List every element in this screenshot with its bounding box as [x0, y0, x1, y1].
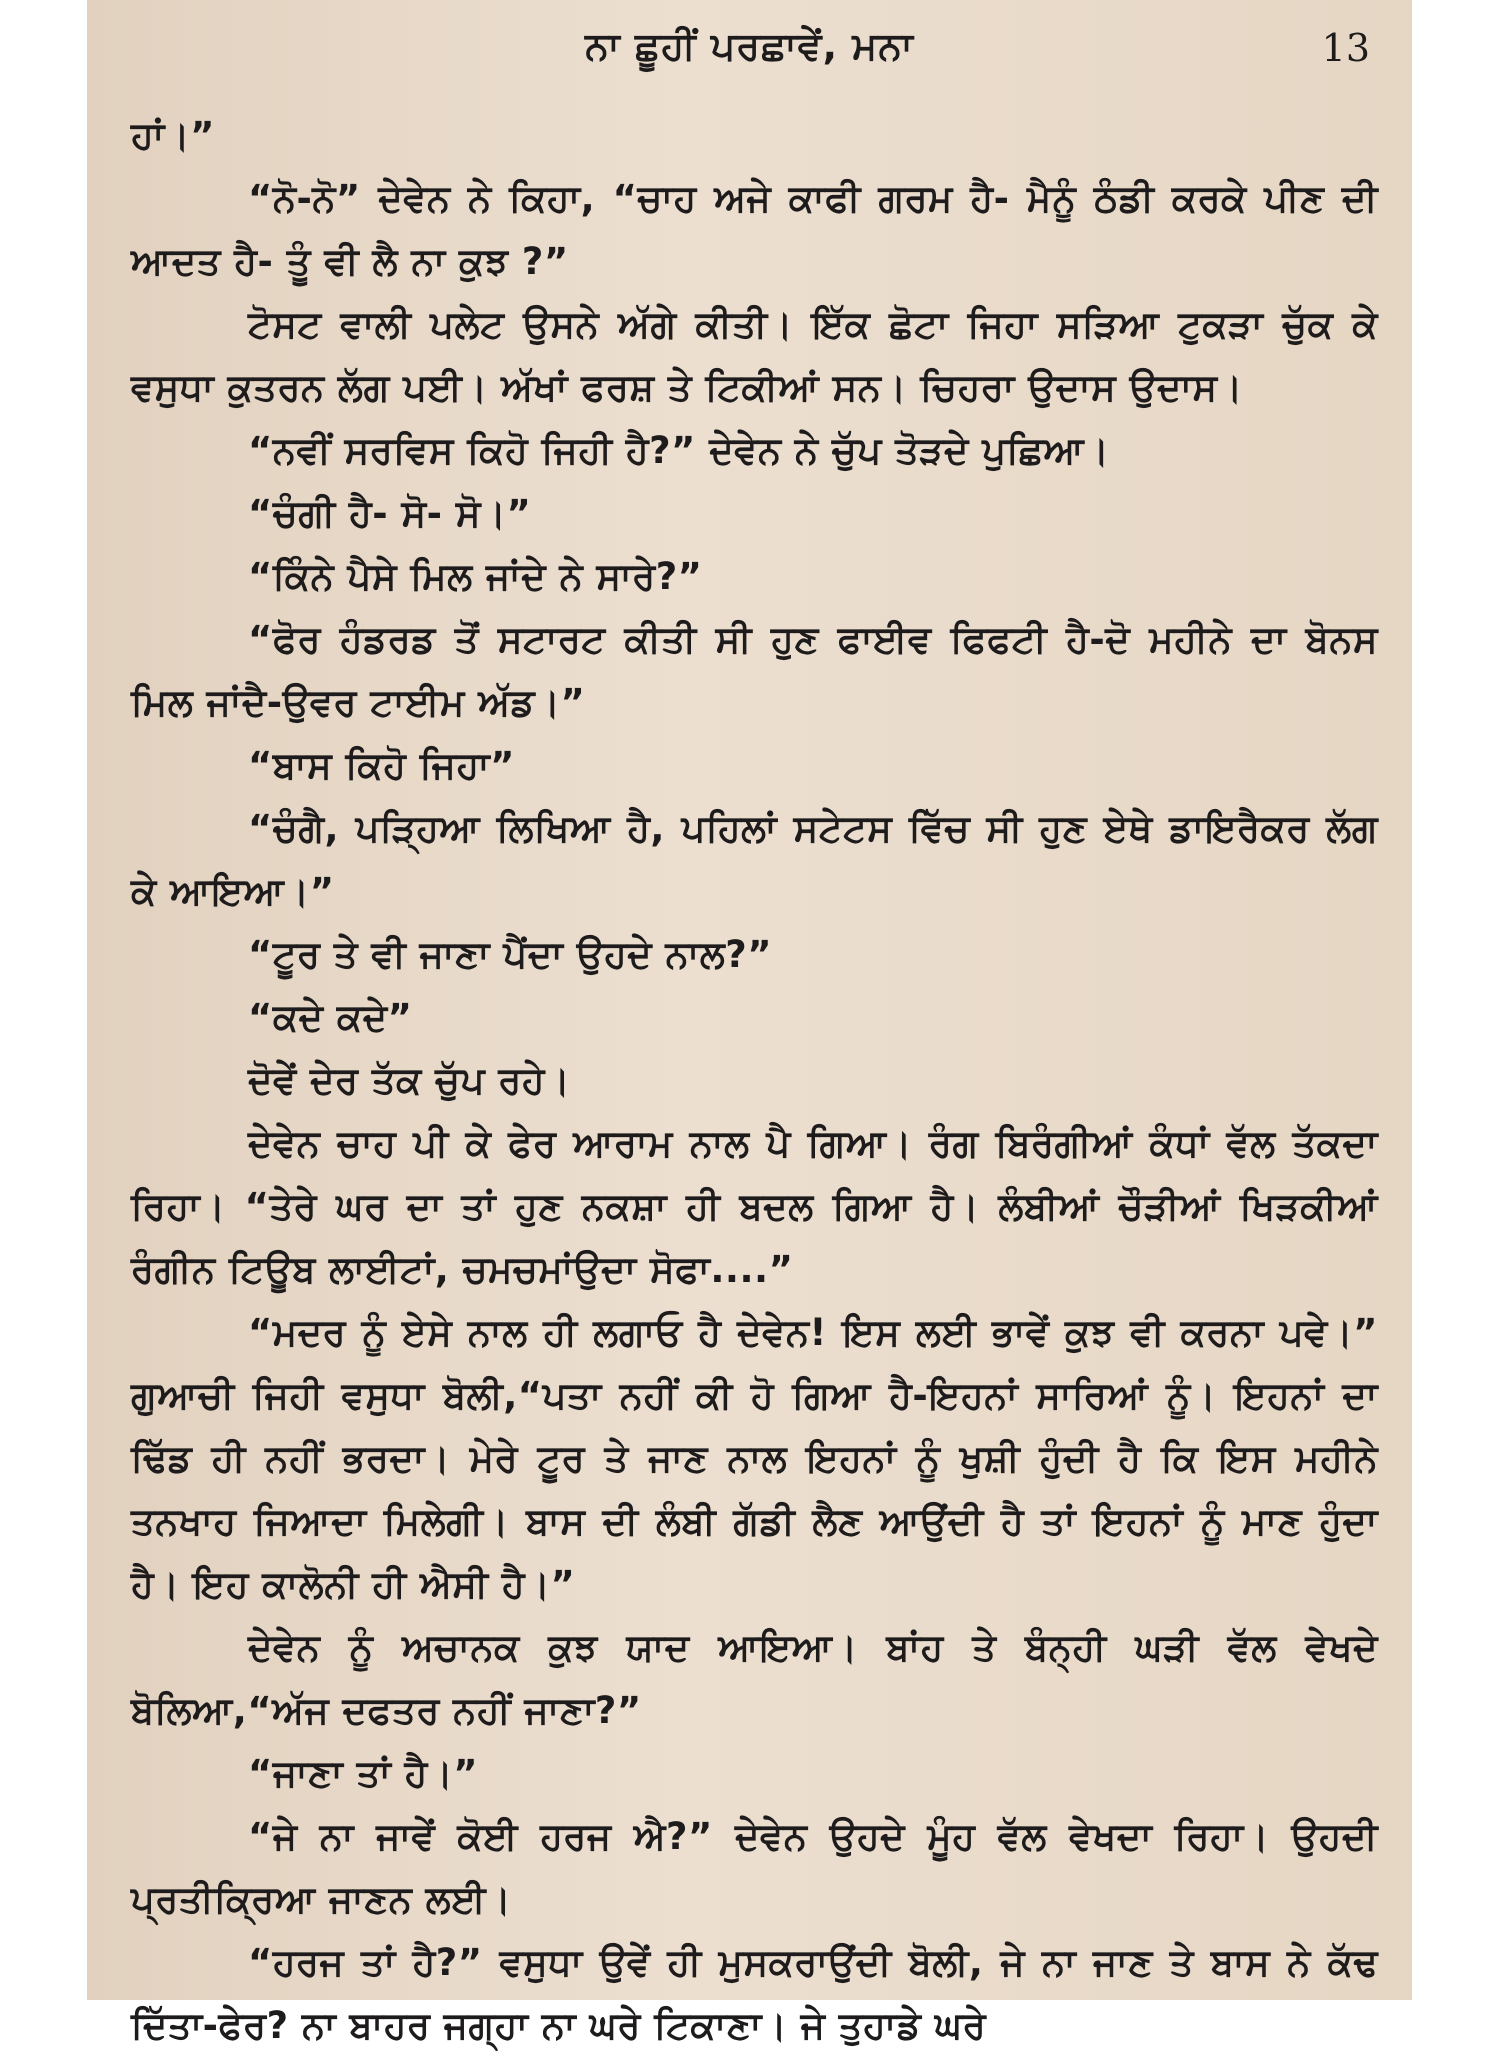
- book-page: [87, 0, 1412, 2047]
- paragraph: “ਚੰਗੈ, ਪੜ੍ਹਿਆ ਲਿਖਿਆ ਹੈ, ਪਹਿਲਾਂ ਸਟੇਟਸ ਵਿੱਚ ਸੀ ਹੁਣ ਏਥੇ ਡਾਇਰੈਕਰ ਲੱਗ ਕੇ ਆਇਆ।”: [131, 807, 1378, 913]
- paragraph: ਦੋਵੇਂ ਦੇਰ ਤੱਕ ਚੁੱਪ ਰਹੇ।: [248, 1059, 571, 1102]
- paragraph: ਟੋਸਟ ਵਾਲੀ ਪਲੇਟ ਉਸਨੇ ਅੱਗੇ ਕੀਤੀ। ਇੱਕ ਛੋਟਾ ਜਿਹਾ ਸੜਿਆ ਟੁਕੜਾ ਚੁੱਕ ਕੇ ਵਸੁਧਾ ਕੁਤਰਨ ਲੱਗ ਪਈ। ਅੱਖਾਂ ਫਰਸ਼ ਤੇ ਟਿਕੀਆਂ ਸਨ। ਚਿਹਰਾ ਉਦਾਸ ਉਦਾਸ।: [131, 303, 1378, 409]
- paragraph: “ਨਵੀਂ ਸਰਵਿਸ ਕਿਹੋ ਜਿਹੀ ਹੈ?” ਦੇਵੇਨ ਨੇ ਚੁੱਪ ਤੋੜਦੇ ਪੁਛਿਆ।: [248, 429, 1110, 472]
- paragraph: ਦੇਵੇਨ ਚਾਹ ਪੀ ਕੇ ਫੇਰ ਆਰਾਮ ਨਾਲ ਪੈ ਗਿਆ। ਰੰਗ ਬਿਰੰਗੀਆਂ ਕੰਧਾਂ ਵੱਲ ਤੱਕਦਾ ਰਿਹਾ। “ਤੇਰੇ ਘਰ ਦਾ ਤਾਂ ਹੁਣ ਨਕਸ਼ਾ ਹੀ ਬਦਲ ਗਿਆ ਹੈ। ਲੰਬੀਆਂ ਚੌੜੀਆਂ ਖਿੜਕੀਆਂ ਰੰਗੀਨ ਟਿਊਬ ਲਾਈਟਾਂ, ਚਮਚਮਾਂਉਦਾ ਸੋਫਾ....”: [131, 1122, 1378, 1291]
- paragraph: ਦੇਵੇਨ ਨੂੰ ਅਚਾਨਕ ਕੁਝ ਯਾਦ ਆਇਆ। ਬਾਂਹ ਤੇ ਬੰਨ੍ਹੀ ਘੜੀ ਵੱਲ ਵੇਖਦੇ ਬੋਲਿਆ,“ਅੱਜ ਦਫਤਰ ਨਹੀਂ ਜਾਣਾ?”: [131, 1626, 1378, 1732]
- body-text: [131, 104, 1378, 2057]
- paragraph: “ਹਰਜ ਤਾਂ ਹੈ?” ਵਸੁਧਾ ਉਵੇਂ ਹੀ ਮੁਸਕਰਾਉਂਦੀ ਬੋਲੀ, ਜੇ ਨਾ ਜਾਣ ਤੇ ਬਾਸ ਨੇ ਕੱਢ ਦਿੱਤਾ-ਫੇਰ? ਨਾ ਬਾਹਰ ਜਗ੍ਹਾ ਨਾ ਘਰੇ ਟਿਕਾਣਾ। ਜੇ ਤੁਹਾਡੇ ਘਰੇ: [131, 1941, 1378, 2047]
- running-title: ਨਾ ਛੂਹੀਂ ਪਰਛਾਵੇਂ, ਮਨਾ: [585, 24, 914, 68]
- paragraph: “ਟੂਰ ਤੇ ਵੀ ਜਾਣਾ ਪੈਂਦਾ ਉਹਦੇ ਨਾਲ?”: [248, 933, 773, 976]
- paragraph: ਹਾਂ।”: [131, 114, 215, 157]
- paragraph: “ਕਿੰਨੇ ਪੈਸੇ ਮਿਲ ਜਾਂਦੇ ਨੇ ਸਾਰੇ?”: [248, 555, 703, 598]
- paragraph: “ਮਦਰ ਨੂੰ ਏਸੇ ਨਾਲ ਹੀ ਲਗਾਓ ਹੈ ਦੇਵੇਨ! ਇਸ ਲਈ ਭਾਵੇਂ ਕੁਝ ਵੀ ਕਰਨਾ ਪਵੇ।” ਗੁਆਚੀ ਜਿਹੀ ਵਸੁਧਾ ਬੋਲੀ,“ਪਤਾ ਨਹੀਂ ਕੀ ਹੋ ਗਿਆ ਹੈ-ਇਹਨਾਂ ਸਾਰਿਆਂ ਨੂੰ। ਇਹਨਾਂ ਦਾ ਢਿੱਡ ਹੀ ਨਹੀਂ ਭਰਦਾ। ਮੇਰੇ ਟੂਰ ਤੇ ਜਾਣ ਨਾਲ ਇਹਨਾਂ ਨੂੰ ਖੁਸ਼ੀ ਹੁੰਦੀ ਹੈ ਕਿ ਇਸ ਮਹੀਨੇ ਤਨਖਾਹ ਜਿਆਦਾ ਮਿਲੇਗੀ। ਬਾਸ ਦੀ ਲੰਬੀ ਗੱਡੀ ਲੈਣ ਆਉਂਦੀ ਹੈ ਤਾਂ ਇਹਨਾਂ ਨੂੰ ਮਾਣ ਹੁੰਦਾ ਹੈ। ਇਹ ਕਾਲੋਨੀ ਹੀ ਐਸੀ ਹੈ।”: [131, 1311, 1378, 1606]
- paragraph: “ਬਾਸ ਕਿਹੋ ਜਿਹਾ”: [248, 744, 515, 787]
- paragraph: “ਜਾਣਾ ਤਾਂ ਹੈ।”: [248, 1752, 479, 1795]
- paragraph: “ਕਦੇ ਕਦੇ”: [248, 996, 413, 1039]
- paragraph: “ਚੰਗੀ ਹੈ- ਸੋ- ਸੋ।”: [248, 492, 532, 535]
- paragraph: “ਨੋ-ਨੋ” ਦੇਵੇਨ ਨੇ ਕਿਹਾ, “ਚਾਹ ਅਜੇ ਕਾਫੀ ਗਰਮ ਹੈ- ਮੈਨੂੰ ਠੰਡੀ ਕਰਕੇ ਪੀਣ ਦੀ ਆਦਤ ਹੈ- ਤੂੰ ਵੀ ਲੈ ਨਾ ਕੁਝ ?”: [131, 177, 1378, 283]
- paragraph: “ਫੋਰ ਹੰਡਰਡ ਤੋਂ ਸਟਾਰਟ ਕੀਤੀ ਸੀ ਹੁਣ ਫਾਈਵ ਫਿਫਟੀ ਹੈ-ਦੋ ਮਹੀਨੇ ਦਾ ਬੋਨਸ ਮਿਲ ਜਾਂਦੈ-ਉਵਰ ਟਾਈਮ ਅੱਡ।”: [131, 618, 1378, 724]
- page-number: 13: [1321, 26, 1370, 70]
- paragraph: “ਜੇ ਨਾ ਜਾਵੇਂ ਕੋਈ ਹਰਜ ਐ?” ਦੇਵੇਨ ਉਹਦੇ ਮੂੰਹ ਵੱਲ ਵੇਖਦਾ ਰਿਹਾ। ਉਹਦੀ ਪ੍ਰਤੀਕ੍ਰਿਆ ਜਾਣਨ ਲਈ।: [131, 1815, 1378, 1921]
